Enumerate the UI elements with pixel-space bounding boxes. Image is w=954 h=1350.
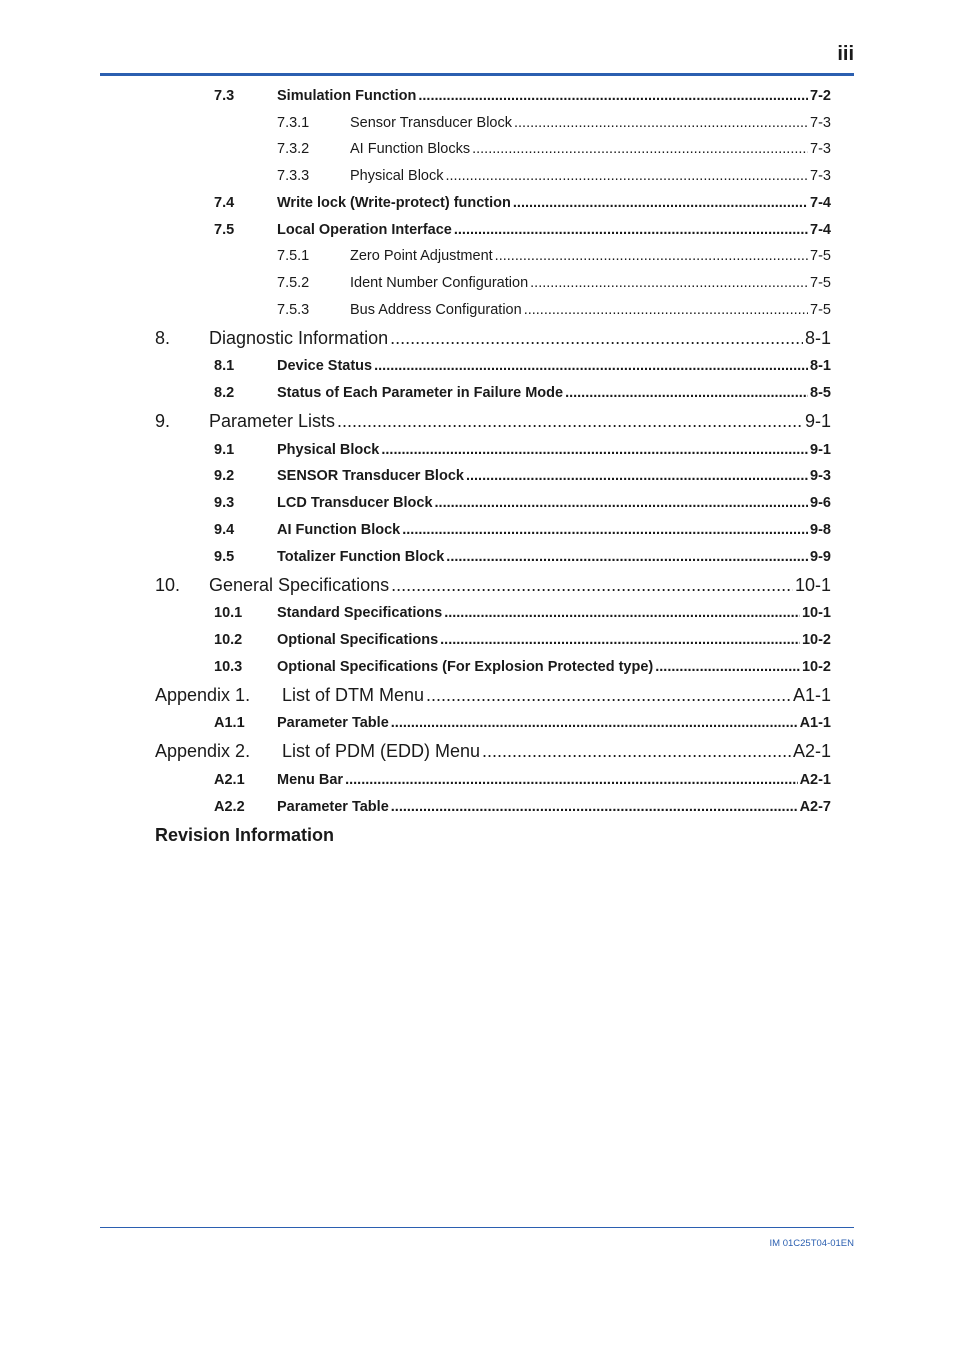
- toc-entry-page: 7-3: [810, 168, 831, 184]
- toc-entry-page: A2-7: [799, 799, 831, 815]
- toc-leader: [445, 168, 808, 184]
- footer-rule: [100, 1227, 854, 1228]
- toc-entry-number: 7.5: [214, 222, 235, 238]
- toc-entry-page: 8-1: [810, 358, 831, 374]
- toc-entry-number: 7.3.3: [277, 168, 310, 184]
- toc-entry[interactable]: [0, 715, 954, 742]
- toc-entry-title: Zero Point Adjustment: [350, 248, 493, 264]
- toc-leader: [454, 222, 808, 238]
- toc-chapter-entry[interactable]: [0, 575, 954, 603]
- toc-leader: [381, 442, 808, 458]
- toc-entry-title: Standard Specifications: [277, 605, 443, 621]
- toc-entry[interactable]: [0, 275, 954, 302]
- toc-entry-title: Parameter Lists: [209, 411, 336, 431]
- toc-leader: [418, 88, 808, 104]
- toc-entry-title: Bus Address Configuration: [350, 302, 522, 318]
- toc-entry[interactable]: [0, 168, 954, 195]
- toc-leader: [466, 468, 808, 484]
- toc-leader: [530, 275, 808, 291]
- toc-entry-page: 10-2: [801, 659, 831, 675]
- toc-entry-page: 9-6: [810, 495, 831, 511]
- toc-entry-title: Status of Each Parameter in Failure Mode: [277, 385, 564, 401]
- toc-leader: [565, 385, 808, 401]
- toc-entry-page: 10-2: [801, 632, 831, 648]
- toc-leader: [337, 411, 803, 432]
- toc-entry-number: Appendix 2.: [155, 741, 251, 761]
- toc-entry-page: A1-1: [792, 685, 831, 705]
- toc-entry-number: A2.1: [214, 772, 245, 788]
- toc-entry-title: SENSOR Transducer Block: [277, 468, 464, 484]
- toc-entry-number: 8.2: [214, 385, 235, 401]
- toc-entry-page: A2-1: [792, 741, 831, 761]
- toc-entry-page: 8-1: [804, 328, 831, 348]
- toc-leader: [655, 659, 800, 675]
- toc-entry-title: Sensor Transducer Block: [350, 115, 512, 131]
- toc-entry-title: Optional Specifications (For Explosion Protected type): [277, 659, 654, 675]
- toc-entry-title: List of PDM (EDD) Menu: [282, 741, 481, 761]
- toc-entry-number: 7.3.2: [277, 141, 310, 157]
- toc-leader: [472, 141, 808, 157]
- toc-entry-title: Diagnostic Information: [209, 328, 389, 348]
- toc-leader: [495, 248, 808, 264]
- toc-entry[interactable]: [0, 358, 954, 385]
- toc-entry-title: AI Function Blocks: [350, 141, 471, 157]
- toc-entry[interactable]: [0, 632, 954, 659]
- toc-appendix-entry[interactable]: [0, 741, 954, 769]
- toc-entry-title: Physical Block: [277, 442, 380, 458]
- toc-appendix-entry[interactable]: [0, 685, 954, 713]
- toc-entry-title: Parameter Table: [277, 715, 389, 731]
- toc-entry-number: Appendix 1.: [155, 685, 251, 705]
- header-rule: [100, 73, 854, 76]
- toc-entry[interactable]: [0, 549, 954, 576]
- toc-leader: [374, 358, 808, 374]
- toc-leader: [390, 328, 803, 349]
- toc-entry-title: LCD Transducer Block: [277, 495, 433, 511]
- toc-entry-title: Menu Bar: [277, 772, 344, 788]
- toc-entry[interactable]: [0, 442, 954, 469]
- toc-entry-title: Optional Specifications: [277, 632, 439, 648]
- toc-entry-page: 10-1: [801, 605, 831, 621]
- toc-entry-title: Ident Number Configuration: [350, 275, 529, 291]
- toc-entry[interactable]: [0, 115, 954, 142]
- toc-entry-title: List of DTM Menu: [282, 685, 425, 705]
- toc-entry-title: Local Operation Interface: [277, 222, 452, 238]
- toc-entry-number: 7.3: [214, 88, 235, 104]
- toc-entry[interactable]: [0, 141, 954, 168]
- toc-entry[interactable]: [0, 605, 954, 632]
- toc-entry-page: 9-8: [810, 522, 831, 538]
- toc-entry-page: A1-1: [799, 715, 831, 731]
- toc-entry-number: 9.2: [214, 468, 235, 484]
- toc-leader: [391, 799, 798, 815]
- toc-leader: [514, 115, 808, 131]
- toc-entry-page: 7-3: [810, 141, 831, 157]
- toc-entry-number: 8.1: [214, 358, 235, 374]
- toc-leader: [513, 195, 808, 211]
- toc-entry[interactable]: [0, 522, 954, 549]
- toc-entry-title: Totalizer Function Block: [277, 549, 445, 565]
- toc-entry-number: 10.: [155, 575, 181, 595]
- toc-entry[interactable]: [0, 772, 954, 799]
- toc-entry-number: 10.2: [214, 632, 243, 648]
- toc-entry-number: 9.: [155, 411, 171, 431]
- toc-entry-page: 10-1: [794, 575, 831, 595]
- toc-entry-page: 7-5: [810, 275, 831, 291]
- toc-entry-title: Physical Block: [350, 168, 444, 184]
- toc-leader: [524, 302, 808, 318]
- toc-entry-page: 7-5: [810, 248, 831, 264]
- toc-entry[interactable]: [0, 248, 954, 275]
- toc-entry-page: 9-1: [804, 411, 831, 431]
- toc-entry-page: 9-1: [810, 442, 831, 458]
- toc-entry-page: 7-5: [810, 302, 831, 318]
- toc-entry[interactable]: [0, 88, 954, 115]
- toc-entry-page: 9-9: [810, 549, 831, 565]
- toc-entry[interactable]: [0, 495, 954, 522]
- toc-leader: [482, 741, 791, 762]
- toc-entry-number: A2.2: [214, 799, 245, 815]
- toc-chapter-entry[interactable]: [0, 411, 954, 439]
- toc-entry-page: 8-5: [810, 385, 831, 401]
- toc-entry-title: Revision Information: [155, 825, 335, 845]
- toc-entry-title: Write lock (Write-protect) function: [277, 195, 511, 211]
- toc-entry[interactable]: [0, 385, 954, 412]
- toc-entry-page: A2-1: [799, 772, 831, 788]
- toc-entry-page: 7-4: [810, 222, 831, 238]
- toc-leader: [391, 575, 793, 596]
- toc-leader: [345, 772, 797, 788]
- toc-entry-number: 7.4: [214, 195, 235, 211]
- toc-entry-number: 7.5.2: [277, 275, 310, 291]
- toc-entry[interactable]: [0, 468, 954, 495]
- toc-entry[interactable]: [0, 302, 954, 329]
- toc-entry-number: A1.1: [214, 715, 245, 731]
- toc-entry-page: 7-2: [810, 88, 831, 104]
- toc-entry-title: General Specifications: [209, 575, 390, 595]
- toc-leader: [391, 715, 798, 731]
- toc-entry-page: 7-4: [810, 195, 831, 211]
- toc-entry-title: Device Status: [277, 358, 373, 374]
- toc-entry-number: 7.3.1: [277, 115, 310, 131]
- toc-entry-number: 9.1: [214, 442, 235, 458]
- toc-entry[interactable]: [0, 799, 954, 826]
- toc-entry[interactable]: [0, 222, 954, 249]
- toc-leader: [402, 522, 808, 538]
- document-id: IM 01C25T04-01EN: [769, 1238, 854, 1249]
- toc-entry-number: 7.5.3: [277, 302, 310, 318]
- toc-entry-title: Parameter Table: [277, 799, 389, 815]
- toc-entry-number: 9.5: [214, 549, 235, 565]
- toc-leader: [435, 495, 809, 511]
- toc-entry-number: 9.4: [214, 522, 235, 538]
- toc-entry[interactable]: [0, 659, 954, 686]
- toc-leader: [440, 632, 800, 648]
- toc-entry-page: 9-3: [810, 468, 831, 484]
- toc-leader: [446, 549, 808, 565]
- toc-entry-number: 7.5.1: [277, 248, 310, 264]
- toc-entry-number: 9.3: [214, 495, 235, 511]
- toc-chapter-entry[interactable]: [0, 328, 954, 356]
- toc-entry[interactable]: [0, 195, 954, 222]
- toc-entry-page: 7-3: [810, 115, 831, 131]
- toc-leader: [444, 605, 800, 621]
- toc-entry-title: AI Function Block: [277, 522, 401, 538]
- toc-leader: [426, 685, 791, 706]
- toc-entry-number: 10.3: [214, 659, 243, 675]
- page-number: iii: [837, 43, 854, 65]
- toc-entry-number: 8.: [155, 328, 171, 348]
- toc-entry-number: 10.1: [214, 605, 243, 621]
- toc-entry-title: Simulation Function: [277, 88, 417, 104]
